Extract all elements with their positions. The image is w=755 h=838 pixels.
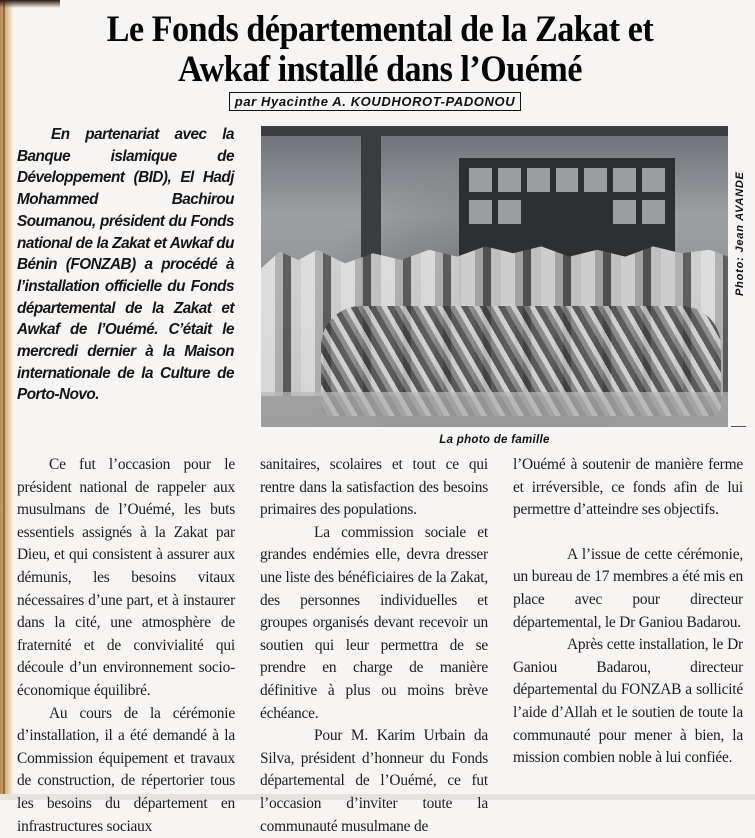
door-pane [469,200,492,224]
paper-corner-shadow [0,0,60,8]
door-pane [613,168,636,192]
body-paragraph: sanitaires, scolaires et tout ce qui rentre dans la satisfaction des besoins primaires des populations. [260,456,488,519]
body-paragraph: La commission sociale et grandes endémies elle, devra dresser une liste des bénéficiaires de la Zakat, des personnes individuelles et groupes organisés devant recevoir un soutien qui leur permettra de se prendre en charge de manière définitive à plus ou moins brève échéance. [260,523,488,722]
door-pane [498,200,521,224]
door-pane [642,168,665,192]
body-paragraph: Après cette installation, le Dr Ganiou Badarou, directeur départemental du FONZAB a sollicité l’aide d’Allah et le soutien de toute la communauté pour mener à bien, la mission combien noble à lui confiée. [513,636,743,767]
photo-roofline [261,126,728,136]
photo-ground [261,392,728,427]
article-headline [49,10,711,90]
body-paragraph: Au cours de la cérémonie d’installation, il a été demandé à la Commission équipement et travaux de construction, de répertorier tous les besoins du département en infrastructures sociaux [17,704,235,835]
door-pane [498,168,521,192]
body-paragraph: l’Ouémé à soutenir de manière ferme et irréversible, ce fonds afin de lui permettre d’atteindre ses objectifs. [513,456,743,519]
group-photo [261,126,728,427]
body-paragraph: Pour M. Karim Urbain da Silva, président d’honneur du Fonds départemental de l’Ouémé, ce fut l’occasion d’inviter toute la communauté musulmane de [260,727,488,835]
photo-caption: La photo de famille [439,434,550,446]
body-column-1 [17,454,235,838]
door-pane [469,168,492,192]
byline-container [0,92,755,111]
door-pane [556,168,579,192]
headline-line-1: Le Fonds départemental de la Zakat et [106,9,654,50]
door-pane [527,168,550,192]
body-column-2 [260,454,488,838]
door-pane [642,200,665,224]
credit-rule [731,426,746,427]
headline-line-2: Awkaf installé dans l’Ouémé [178,49,582,90]
door-pane [584,168,607,192]
article-byline: par Hyacinthe A. KOUDHOROT-PADONOU [229,92,521,111]
door-pane [613,200,636,224]
photo-credit: Photo: Jean AVANDE [734,171,746,296]
body-paragraph: A l’issue de cette cérémonie, un bureau de 17 membres a été mis en place avec pour directeur départemental, le Dr Ganiou Badarou. [513,545,743,631]
article-lead-paragraph: En partenariat avec la Banque islamique de Développement (BID), El Hadj Mohammed Bachirou Soumanou, président du Fonds national de la Zakat et Awkaf du Bénin (FONZAB) a procédé à l’installation officielle du Fonds départemental de la Zakat et Awkaf de l’Ouémé. C’était le mercredi dernier à la Maison internationale de la Culture de Porto-Novo. [17,126,234,404]
body-paragraph: Ce fut l’occasion pour le président national de rappeler aux musulmans de l’Ouémé, les buts essentiels assignés à la Zakat par Dieu, et qui consistent à assurer aux démunis, les besoins vitaux nécessaires d’une part, et à instaurer dans la cité, une atmosphère de fraternité et de convivialité qui découle d’un environnement socio-économique équilibré. [17,456,235,699]
body-column-3 [513,454,743,770]
paper-edge-line [3,0,5,800]
